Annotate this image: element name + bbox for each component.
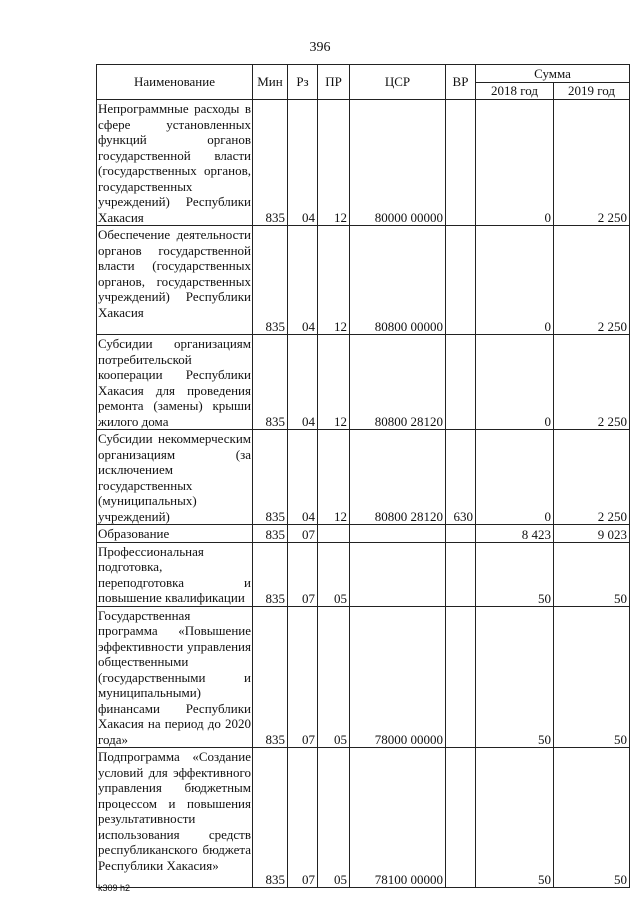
row-2018: 0	[476, 430, 554, 525]
header-pr: ПР	[318, 65, 350, 100]
row-csr: 80000 00000	[350, 100, 446, 226]
row-rz: 07	[288, 748, 318, 888]
row-csr	[350, 542, 446, 606]
header-csr: ЦСР	[350, 65, 446, 100]
table-row	[97, 748, 630, 888]
row-min: 835	[253, 335, 288, 430]
row-2018: 50	[476, 542, 554, 606]
table-row	[97, 226, 630, 335]
row-min: 835	[253, 748, 288, 888]
row-vr	[446, 748, 476, 888]
table-row	[97, 430, 630, 525]
row-csr: 78000 00000	[350, 606, 446, 748]
table-row	[97, 335, 630, 430]
row-pr: 12	[318, 226, 350, 335]
row-pr: 05	[318, 748, 350, 888]
header-name: Наименование	[97, 65, 253, 100]
header-vr: ВР	[446, 65, 476, 100]
row-pr: 05	[318, 606, 350, 748]
row-pr: 05	[318, 542, 350, 606]
header-year-2018: 2018 год	[476, 83, 554, 100]
row-vr	[446, 226, 476, 335]
row-name: Субсидии организациям потребительской кооперации Республики Хакасия для проведения ремонта (замены) крыши жилого дома	[98, 336, 251, 429]
row-rz: 07	[288, 525, 318, 543]
row-rz: 07	[288, 606, 318, 748]
footer-code: k309 h2	[98, 883, 131, 893]
row-vr	[446, 100, 476, 226]
table-row	[97, 542, 630, 606]
row-name: Государственная программа «Повышение эффективности управления общественными (государственными и муниципальными) финансами Республики Хакасия на период до 2020 года»	[98, 607, 251, 747]
header-rz: Рз	[288, 65, 318, 100]
row-vr: 630	[446, 430, 476, 525]
row-min: 835	[253, 525, 288, 543]
row-rz: 04	[288, 100, 318, 226]
row-csr: 80800 28120	[350, 430, 446, 525]
row-2019: 2 250	[554, 430, 630, 525]
row-min: 835	[253, 542, 288, 606]
row-rz: 04	[288, 226, 318, 335]
row-pr	[318, 525, 350, 543]
row-vr	[446, 542, 476, 606]
row-name: Образование	[97, 525, 253, 543]
row-rz: 04	[288, 335, 318, 430]
row-min: 835	[253, 226, 288, 335]
table-row	[97, 100, 630, 226]
row-2018: 0	[476, 100, 554, 226]
row-min: 835	[253, 100, 288, 226]
row-csr	[350, 525, 446, 543]
row-2019: 2 250	[554, 100, 630, 226]
row-vr	[446, 525, 476, 543]
row-name: Подпрограмма «Создание условий для эффективного управления бюджетным процессом и повышения результативности использования средств республиканского бюджета Республики Хакасия»	[97, 748, 253, 888]
row-2018: 0	[476, 335, 554, 430]
budget-table	[96, 64, 630, 888]
row-vr	[446, 606, 476, 748]
row-2019: 50	[554, 748, 630, 888]
row-name: Субсидии некоммерческим организациям (за исключением государственных (муниципальных) учреждений)	[98, 431, 251, 524]
row-2019: 9 023	[554, 525, 630, 543]
row-2019: 50	[554, 542, 630, 606]
row-2018: 50	[476, 748, 554, 888]
page-number: 396	[309, 40, 331, 55]
row-min: 835	[253, 430, 288, 525]
header-year-2019: 2019 год	[554, 83, 630, 100]
row-min: 835	[253, 606, 288, 748]
row-2019: 2 250	[554, 335, 630, 430]
row-csr: 78100 00000	[350, 748, 446, 888]
header-sum: Сумма	[476, 65, 630, 83]
row-pr: 12	[318, 100, 350, 226]
row-rz: 04	[288, 430, 318, 525]
row-rz: 07	[288, 542, 318, 606]
row-name: Непрограммные расходы в сфере установленных функций органов государственной власти (государственных органов, государственных учреждений) Республики Хакасия	[98, 101, 251, 225]
row-vr	[446, 335, 476, 430]
row-pr: 12	[318, 430, 350, 525]
table-row	[97, 606, 630, 748]
row-name: Профессиональная подготовка, переподготовка и повышение квалификации	[98, 543, 251, 605]
row-2019: 2 250	[554, 226, 630, 335]
row-pr: 12	[318, 335, 350, 430]
row-2018: 0	[476, 226, 554, 335]
table-row	[97, 525, 630, 543]
row-2018: 8 423	[476, 525, 554, 543]
header-min: Мин	[253, 65, 288, 100]
row-csr: 80800 28120	[350, 335, 446, 430]
row-name: Обеспечение деятельности органов государственной власти (государственных органов, государственных учреждений) Республики Хакасия	[97, 226, 253, 335]
row-csr: 80800 00000	[350, 226, 446, 335]
row-2018: 50	[476, 606, 554, 748]
row-2019: 50	[554, 606, 630, 748]
